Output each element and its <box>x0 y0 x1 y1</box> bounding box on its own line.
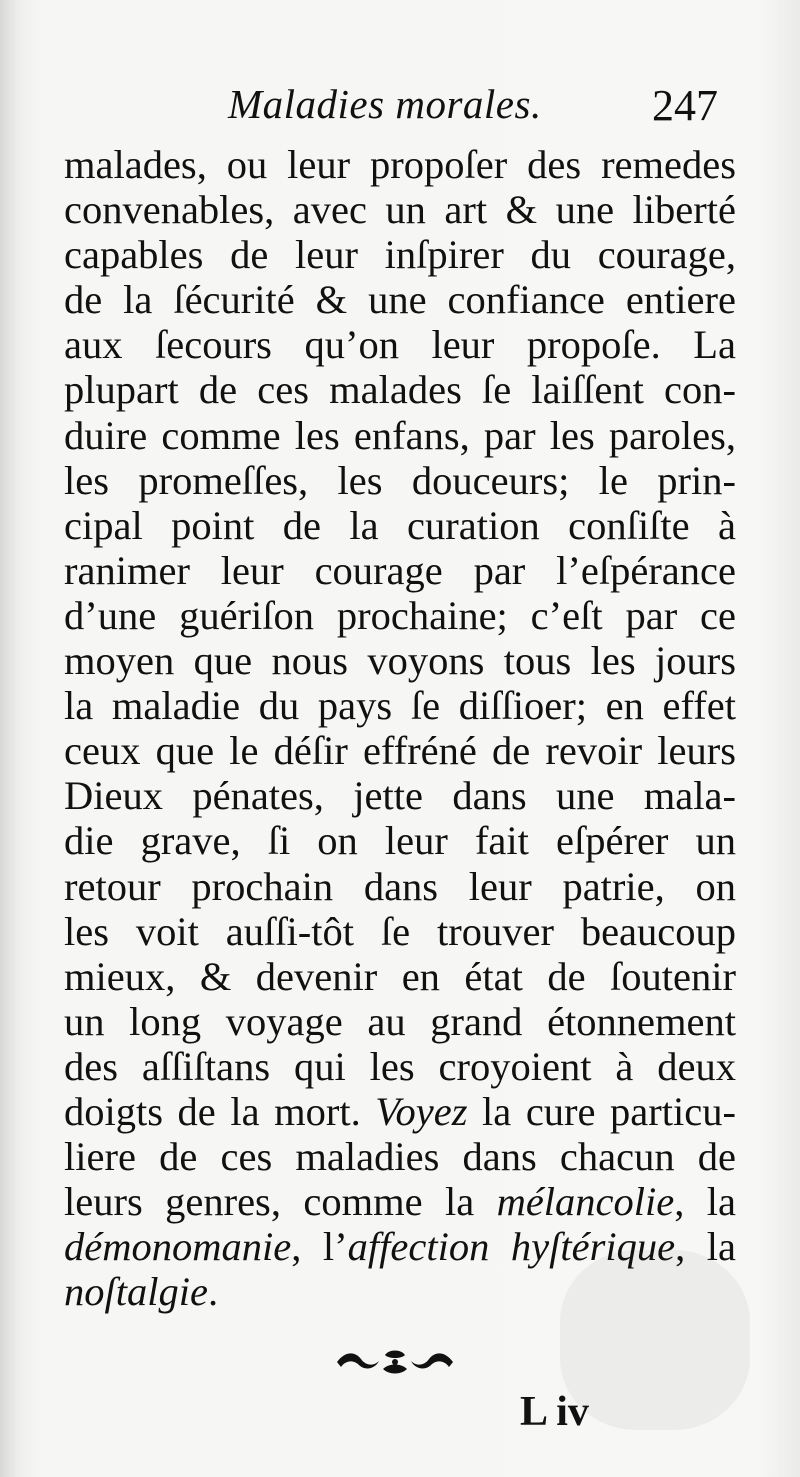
text-line: de la ſécurité & une confiance entiere <box>64 277 736 323</box>
italic-run: noſtalgie <box>64 1269 208 1315</box>
text-line <box>64 1269 736 1314</box>
italic-run: Voyez <box>375 1088 468 1134</box>
text-line: mieux, & devenir en état de ſoutenir <box>64 953 736 999</box>
signature-mark: L iv <box>520 1389 589 1435</box>
italic-run: démonomanie <box>64 1224 292 1270</box>
text-line: convenables, avec un art & une liberté <box>64 187 736 233</box>
text-line: retour prochain dans leur patrie, on <box>64 863 736 909</box>
text-line: ranimer leur courage par l’eſpérance <box>64 547 736 593</box>
italic-run: affection hyſtérique <box>347 1224 676 1270</box>
text-line: des aſſiſtans qui les croyoient à deux <box>64 1043 736 1089</box>
fleuron-ornament-icon <box>335 1347 455 1377</box>
text-line: liere de ces maladies dans chacun de <box>64 1134 736 1180</box>
text-line: duire comme les enfans, par les paroles, <box>64 412 736 458</box>
text-run: , la <box>675 1224 736 1270</box>
text-line: Dieux pénates, jette dans une mala- <box>64 773 736 819</box>
text-line: les promeſſes, les douceurs; le prin- <box>64 457 736 503</box>
running-head <box>0 80 800 140</box>
text-line: les voit auſſi-tôt ſe trouver beaucoup <box>64 908 736 954</box>
text-line: un long voyage au grand étonnement <box>64 998 736 1044</box>
body-text <box>64 142 736 1314</box>
text-line <box>64 1179 736 1224</box>
text-line <box>64 1089 736 1134</box>
text-run: la cure particu- <box>482 1088 736 1134</box>
text-run: , l’ <box>291 1224 348 1270</box>
italic-run: mélancolie <box>496 1179 675 1225</box>
text-line: moyen que nous voyons tous les jours <box>64 638 736 684</box>
text-line: die grave, ſi on leur fait eſpérer un <box>64 818 736 864</box>
text-run: , la <box>674 1179 737 1225</box>
text-run: . <box>208 1269 219 1315</box>
text-line: ceux que le déſir effréné de revoir leurs <box>64 728 736 774</box>
text-line: plupart de ces malades ſe laiſſent con- <box>64 367 736 413</box>
text-line: capables de leur inſpirer du courage, <box>64 232 736 278</box>
text-line: aux ſecours qu’on leur propoſe. La <box>64 322 736 368</box>
text-line: d’une guériſon prochaine; c’eſt par ce <box>64 592 736 638</box>
page-number: 247 <box>652 81 718 130</box>
text-line: malades, ou leur propoſer des remedes <box>64 142 736 187</box>
text-line: cipal point de la curation conſiſte à <box>64 502 736 548</box>
text-run: leurs genres, comme la <box>64 1179 475 1225</box>
running-head-title: Maladies morales. <box>228 81 542 127</box>
text-line <box>64 1224 736 1269</box>
text-line: la maladie du pays ſe diſſioer; en effet <box>64 683 736 729</box>
text-run: doigts de la mort. <box>64 1088 361 1134</box>
